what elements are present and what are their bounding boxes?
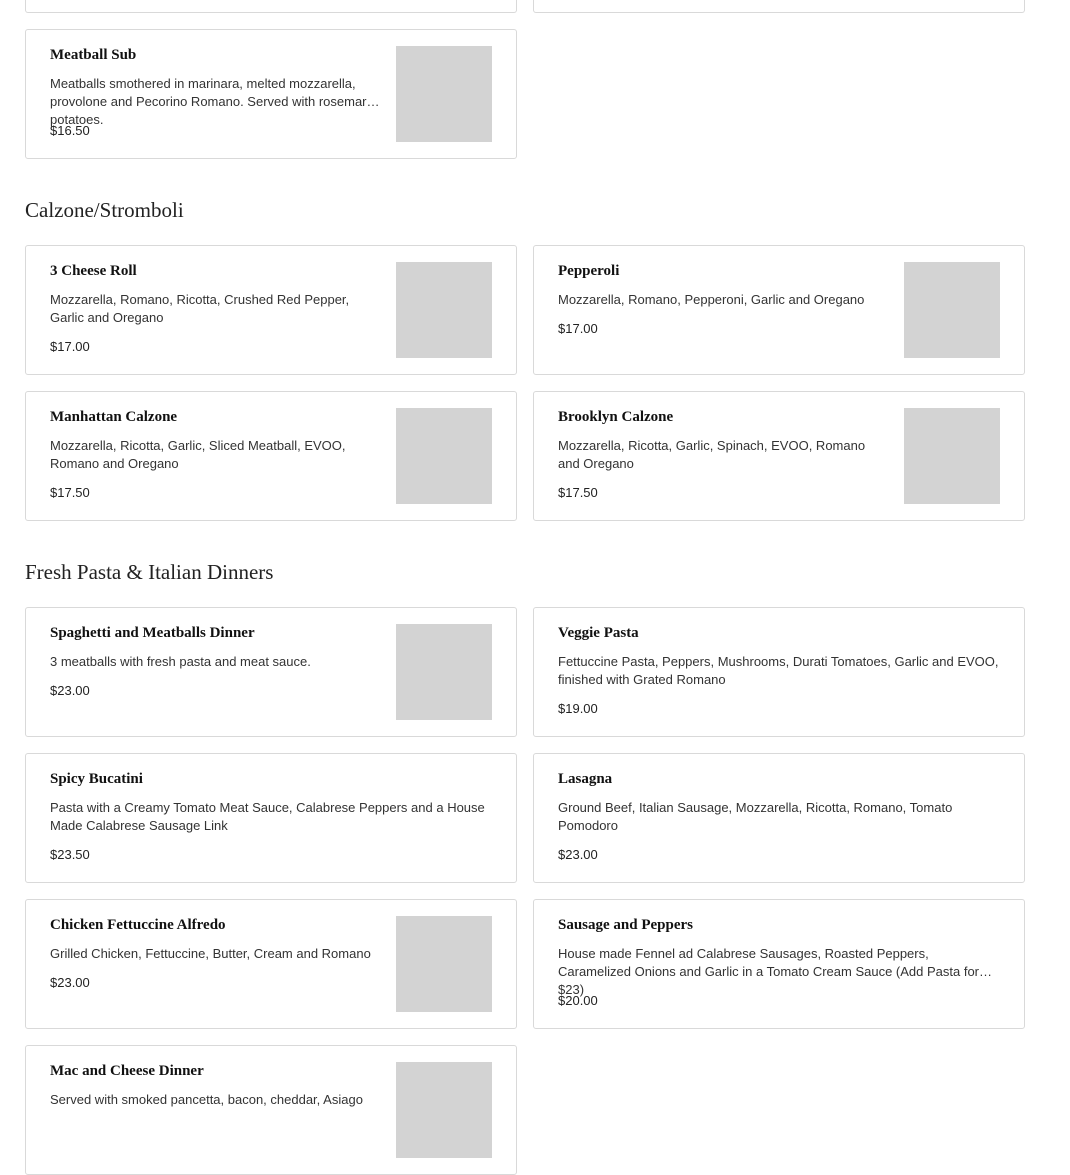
menu-item-card[interactable] xyxy=(25,1045,517,1175)
menu-item-card[interactable] xyxy=(533,245,1025,375)
item-name: Manhattan Calzone xyxy=(50,409,178,425)
item-name: Meatball Sub xyxy=(50,47,137,63)
section-title: Calzone/Stromboli xyxy=(25,198,184,222)
item-price: $23.00 xyxy=(558,847,598,862)
item-name: Pepperoli xyxy=(558,263,620,279)
menu-item-card-partial[interactable] xyxy=(533,0,1025,13)
item-image xyxy=(396,46,492,142)
item-description: Mozzarella, Ricotta, Garlic, Spinach, EVOO, Romano and Oregano xyxy=(558,438,866,471)
item-price: $16.50 xyxy=(50,123,90,138)
item-description: Grilled Chicken, Fettuccine, Butter, Cream and Romano xyxy=(50,946,371,961)
menu-items-grid xyxy=(25,29,1025,159)
item-price: $17.00 xyxy=(558,321,598,336)
menu-items-grid xyxy=(25,607,1025,1175)
item-description: Mozzarella, Romano, Ricotta, Crushed Red Pepper, Garlic and Oregano xyxy=(50,292,350,325)
item-image xyxy=(396,408,492,504)
item-price: $23.00 xyxy=(50,975,90,990)
item-price: $17.50 xyxy=(558,485,598,500)
item-price: $20.00 xyxy=(558,993,598,1008)
item-name: Brooklyn Calzone xyxy=(558,409,674,425)
item-description: Ground Beef, Italian Sausage, Mozzarella, Ricotta, Romano, Tomato Pomodoro xyxy=(558,800,953,833)
item-name: Mac and Cheese Dinner xyxy=(50,1063,204,1079)
item-image xyxy=(396,624,492,720)
item-image xyxy=(904,262,1000,358)
menu-item-card[interactable] xyxy=(533,899,1025,1029)
menu-item-card[interactable] xyxy=(25,607,517,737)
item-name: Spaghetti and Meatballs Dinner xyxy=(50,625,255,641)
menu-item-card[interactable] xyxy=(25,391,517,521)
item-price: $17.50 xyxy=(50,485,90,500)
item-name: Spicy Bucatini xyxy=(50,771,143,787)
menu-item-card[interactable] xyxy=(25,899,517,1029)
item-price: $23.00 xyxy=(50,683,90,698)
item-name: Veggie Pasta xyxy=(558,625,639,641)
item-description: Served with smoked pancetta, bacon, cheddar, Asiago xyxy=(50,1092,363,1107)
menu-item-card-partial[interactable] xyxy=(25,0,517,13)
item-price: $17.00 xyxy=(50,339,90,354)
item-image xyxy=(904,408,1000,504)
item-name: Sausage and Peppers xyxy=(558,917,694,933)
item-description: House made Fennel ad Calabrese Sausages, Roasted Peppers, Caramelized Onions and Garlic in a Tomato Cream Sauce (Add Pasta for $23) xyxy=(558,946,980,997)
item-image xyxy=(396,1062,492,1158)
item-name: Chicken Fettuccine Alfredo xyxy=(50,917,226,933)
item-name: Lasagna xyxy=(558,771,613,787)
previous-items-row xyxy=(25,0,1025,13)
menu-item-card[interactable] xyxy=(533,753,1025,883)
menu-item-card[interactable] xyxy=(25,245,517,375)
menu-item-card[interactable] xyxy=(25,753,517,883)
item-description: Mozzarella, Romano, Pepperoni, Garlic and Oregano xyxy=(558,292,865,307)
item-price: $23.50 xyxy=(50,847,90,862)
item-image xyxy=(396,916,492,1012)
item-description: Pasta with a Creamy Tomato Meat Sauce, Calabrese Peppers and a House Made Calabrese Sausage Link xyxy=(50,800,485,833)
item-price: $19.00 xyxy=(558,701,598,716)
item-description: Mozzarella, Ricotta, Garlic, Sliced Meatball, EVOO, Romano and Oregano xyxy=(50,438,346,471)
menu-item-card[interactable] xyxy=(533,391,1025,521)
item-description: Meatballs smothered in marinara, melted mozzarella, provolone and Pecorino Romano. Served with rosemary potatoes. xyxy=(50,76,374,127)
item-name: 3 Cheese Roll xyxy=(50,263,137,279)
item-description: Fettuccine Pasta, Peppers, Mushrooms, Durati Tomatoes, Garlic and EVOO, finished with Grated Romano xyxy=(558,654,999,687)
item-image xyxy=(396,262,492,358)
menu-items-grid xyxy=(25,245,1025,521)
menu-item-card[interactable] xyxy=(533,607,1025,737)
section-title: Fresh Pasta & Italian Dinners xyxy=(25,560,274,584)
item-description: 3 meatballs with fresh pasta and meat sauce. xyxy=(50,654,311,669)
menu-item-card[interactable] xyxy=(25,29,517,159)
